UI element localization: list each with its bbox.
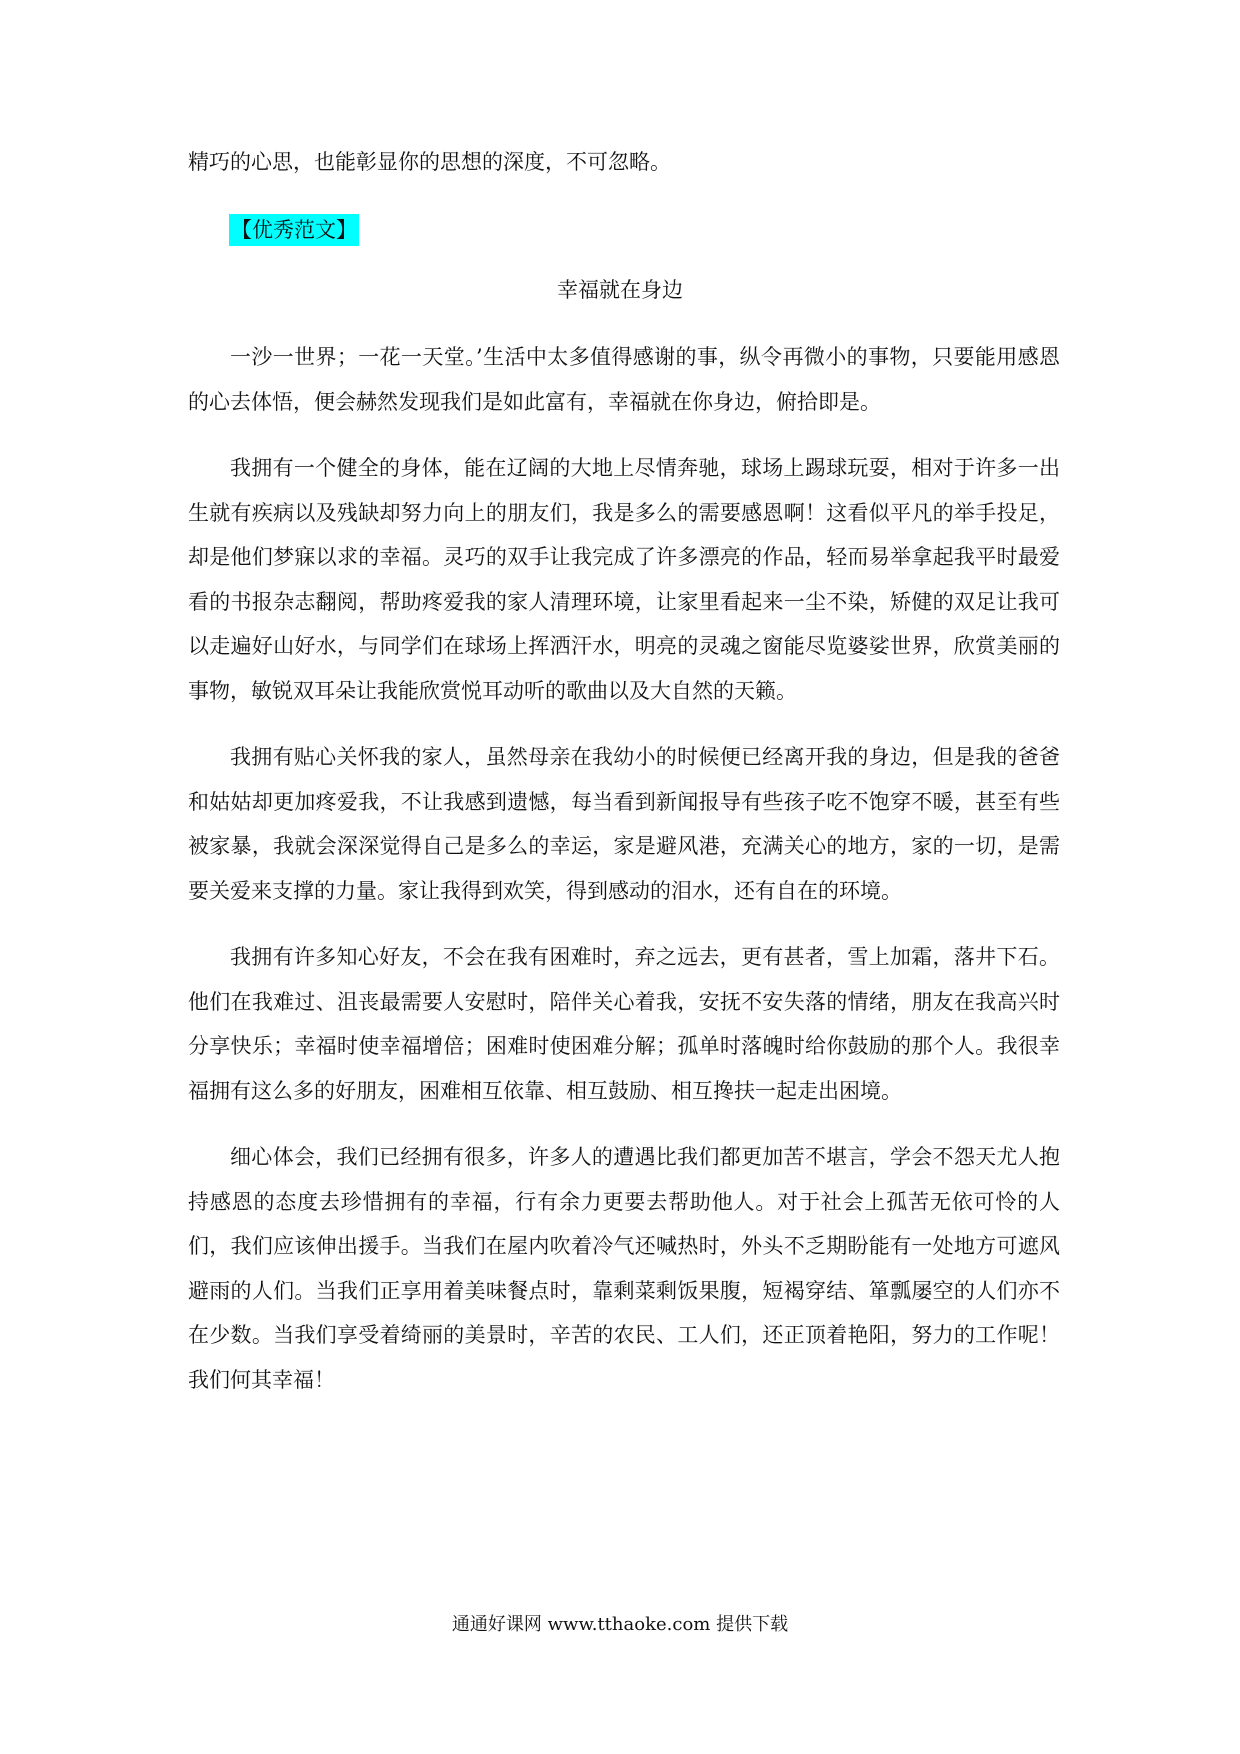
essay-paragraph-4: 我拥有许多知心好友，不会在我有困难时，弃之远去，更有甚者，雪上加霜，落井下石。他们在我难过、沮丧最需要人安慰时，陪伴关心着我，安抚不安失落的情绪，朋友在我高兴时分享快乐；幸福时使幸福增倍；困难时使困难分解；孤单时落魄时给你鼓励的那个人。我很幸福拥有这么多的好朋友，困难相互依靠、相互鼓励、相互搀扶一起走出困境。 <box>188 945 1060 1103</box>
essay-paragraph-2: 我拥有一个健全的身体，能在辽阔的大地上尽情奔驰，球场上踢球玩耍，相对于许多一出生就有疾病以及残缺却努力向上的朋友们，我是多么的需要感恩啊！这看似平凡的举手投足，却是他们梦寐以求的幸福。灵巧的双手让我完成了许多漂亮的作品，轻而易举拿起我平时最爱看的书报杂志翻阅，帮助疼爱我的家人清理环境，让家里看起来一尘不染，矫健的双足让我可以走遍好山好水，与同学们在球场上挥洒汗水，明亮的灵魂之窗能尽览婆娑世界，欣赏美丽的事物，敏锐双耳朵让我能欣赏悦耳动听的歌曲以及大自然的天籁。 <box>188 456 1060 703</box>
essay-paragraph-3: 我拥有贴心关怀我的家人，虽然母亲在我幼小的时候便已经离开我的身边，但是我的爸爸和姑姑却更加疼爱我，不让我感到遗憾，每当看到新闻报导有些孩子吃不饱穿不暖，甚至有些被家暴，我就会深深觉得自己是多么的幸运，家是避风港，充满关心的地方，家的一切，是需要关爱来支撑的力量。家让我得到欢笑，得到感动的泪水，还有自在的环境。 <box>188 745 1060 903</box>
page-footer: 通通好课网 www.tthaoke.com 提供下载 <box>451 1614 789 1635</box>
essay-body <box>188 335 1060 1402</box>
section-tag-highlight: 【优秀范文】 <box>229 214 359 246</box>
intro-line: 精巧的心思，也能彰显你的思想的深度，不可忽略。 <box>188 150 671 174</box>
essay-paragraph-5: 细心体会，我们已经拥有很多，许多人的遭遇比我们都更加苦不堪言，学会不怨天尤人抱持感恩的态度去珍惜拥有的幸福，行有余力更要去帮助他人。对于社会上孤苦无依可怜的人们，我们应该伸出援手。当我们在屋内吹着冷气还喊热时，外头不乏期盼能有一处地方可遮风避雨的人们。当我们正享用着美味餐点时，靠剩菜剩饭果腹，短褐穿结、箪瓢屡空的人们亦不在少数。当我们享受着绮丽的美景时，辛苦的农民、工人们，还正顶着艳阳，努力的工作呢！我们何其幸福！ <box>188 1145 1060 1392</box>
intro-block <box>188 140 1060 184</box>
essay-paragraph-1: 一沙一世界；一花一天堂。’生活中太多值得感谢的事，纵令再微小的事物，只要能用感恩的心去体悟，便会赫然发现我们是如此富有，幸福就在你身边，俯拾即是。 <box>188 345 1060 414</box>
essay-title: 幸福就在身边 <box>557 278 683 302</box>
